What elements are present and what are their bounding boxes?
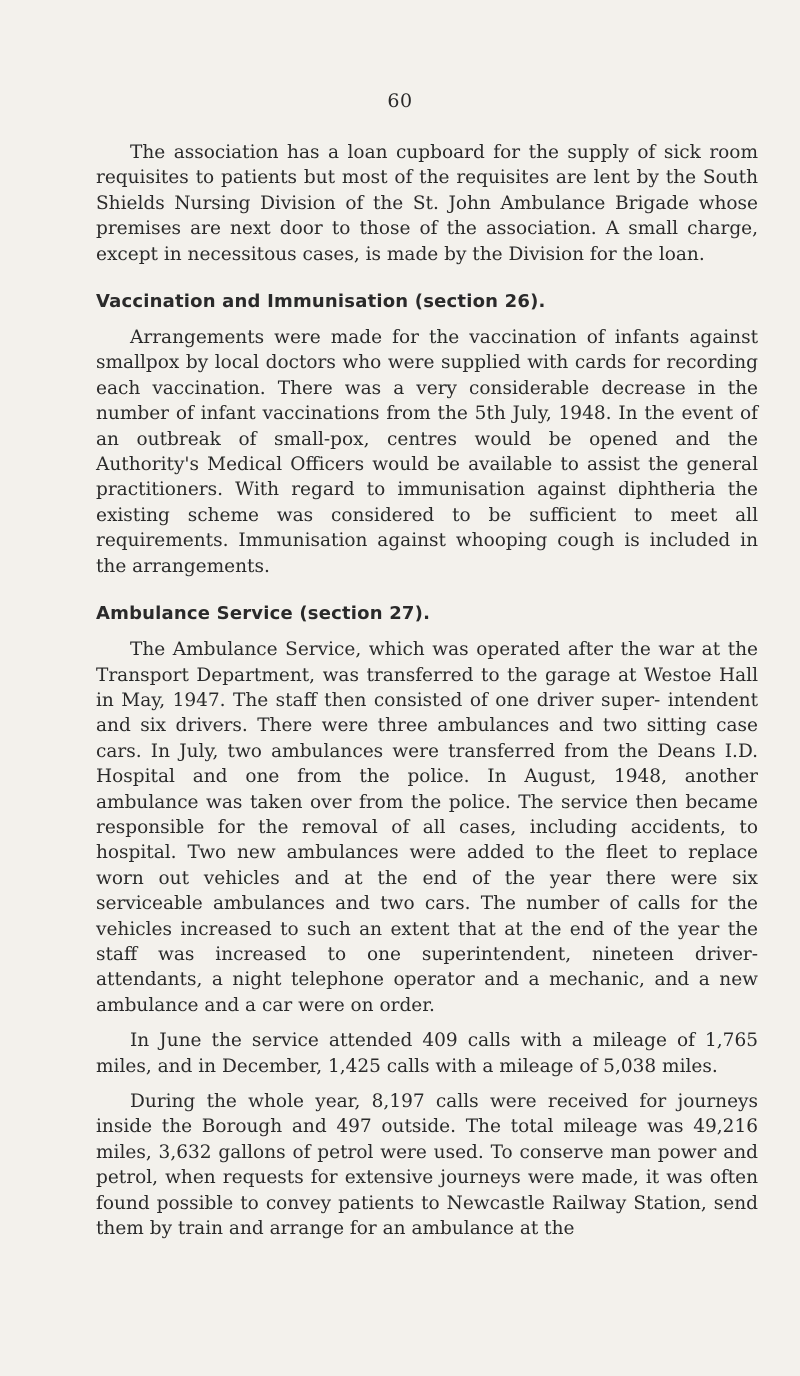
page-number: 60 — [387, 90, 413, 112]
section-vaccination — [96, 289, 758, 579]
intro-paragraph: The association has a loan cupboard for the supply of sick room requisites to patients but most of the requisites are lent by the South Shields Nursing Division of the St. John Ambulance Brigade whose premises are next door to those of the association. A small charge, except in necessitous cases, is made by the Division for the loan. — [96, 142, 758, 265]
ambulance-paragraph-1: The Ambulance Service, which was operated after the war at the Transport Department, was transferred to the garage at Westoe Hall in May, 1947. The staff then consisted of one driver super- intendent and six drivers. There were three ambulances and two sitting case cars. In July, two ambulances were transferred from the Deans I.D. Hospital and one from the police. In August, 1948, another ambulance was taken over from the police. The service then became responsible for the removal of all cases, including accidents, to hospital. Two new ambulances were added to the fleet to replace worn out vehicles and at the end of the year there were six serviceable ambulances and two cars. The number of calls for the vehicles increased to such an extent that at the end of the year the staff was increased to one superintendent, nineteen driver-attendants, a night telephone operator and a mechanic, and a new ambulance and a car were on order. — [96, 639, 758, 1016]
section-ambulance — [96, 601, 758, 1241]
section-heading: Ambulance Service (section 27). — [96, 603, 431, 625]
section-heading: Vaccination and Immunisation (section 26). — [96, 291, 546, 313]
page-body — [96, 140, 758, 1241]
vaccination-paragraph: Arrangements were made for the vaccination of infants against smallpox by local doctors who were supplied with cards for recording each vaccination. There was a very considerable decrease in the number of infant vaccinations from the 5th July, 1948. In the event of an outbreak of small-pox, centres would be opened and the Authority's Medical Officers would be available to assist the general practitioners. With regard to immunisation against diphtheria the existing scheme was considered to be sufficient to meet all requirements. Immunisation against whooping cough is included in the arrangements. — [96, 327, 758, 577]
ambulance-paragraph-2: In June the service attended 409 calls with a mileage of 1,765 miles, and in December, 1,425 calls with a mileage of 5,038 miles. — [96, 1030, 758, 1077]
ambulance-paragraph-3: During the whole year, 8,197 calls were received for journeys inside the Borough and 497 outside. The total mileage was 49,216 miles, 3,632 gallons of petrol were used. To conserve man power and petrol, when requests for extensive journeys were made, it was often found possible to convey patients to Newcastle Railway Station, send them by train and arrange for an ambulance at the — [96, 1091, 758, 1240]
